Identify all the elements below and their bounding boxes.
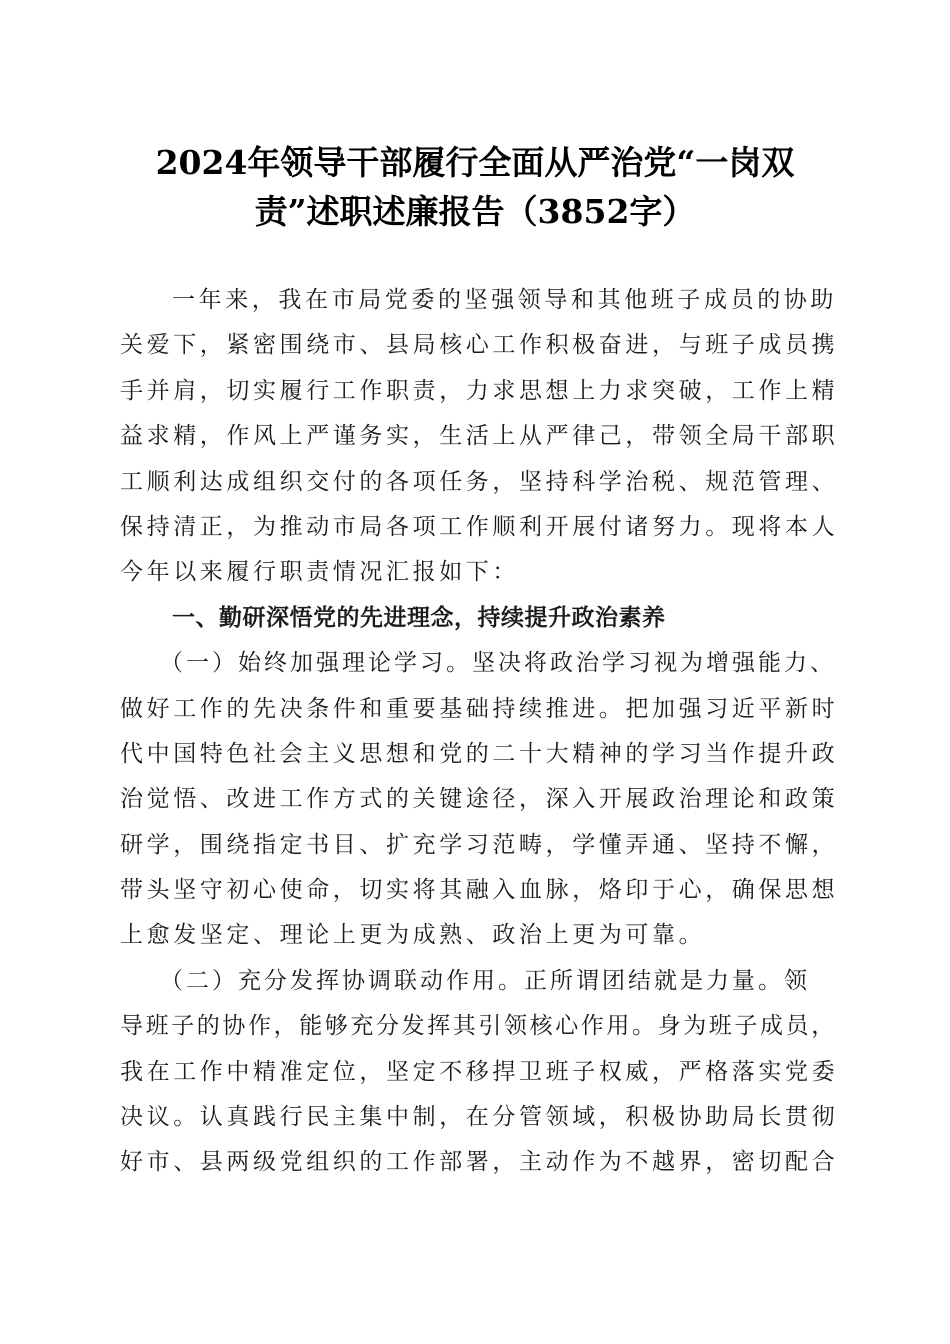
paragraph-line: 关爱下，紧密围绕市、县局核心工作积极奋进，与班子成员携 <box>120 332 839 359</box>
paragraph-line: 代中国特色社会主义思想和党的二十大精神的学习当作提升政 <box>120 740 839 767</box>
paragraph-line: 我在工作中精准定位，坚定不移捍卫班子权威，严格落实党委 <box>120 1058 839 1085</box>
title-line-2: 责”述职述廉报告（3852字） <box>254 192 696 231</box>
paragraph-line: 导班子的协作，能够充分发挥其引领核心作用。身为班子成员， <box>120 1013 837 1040</box>
title-line-1: 2024年领导干部履行全面从严治党“一岗双 <box>155 143 795 182</box>
paragraph-line: 工顺利达成组织交付的各项任务，坚持科学治税、规范管理、 <box>120 468 839 495</box>
document-body <box>120 278 840 1186</box>
paragraph-line: （二）充分发挥协调联动作用。正所谓团结就是力量。领 <box>160 967 810 994</box>
paragraph-line: 上愈发坚定、理论上更为成熟、政治上更为可靠。 <box>120 922 706 949</box>
paragraph-line: 带头坚守初心使命，切实将其融入血脉，烙印于心，确保思想 <box>120 877 839 904</box>
paragraph-line: 今年以来履行职责情况汇报如下： <box>120 559 519 586</box>
paragraph-line: 益求精，作风上严谨务实，生活上从严律己，带领全局干部职 <box>120 423 839 450</box>
paragraph-line: 治觉悟、改进工作方式的关键途径，深入开展政治理论和政策 <box>120 786 839 813</box>
paragraph-line: 好市、县两级党组织的工作部署，主动作为不越界，密切配合 <box>120 1149 839 1176</box>
paragraph-line: （一）始终加强理论学习。坚决将政治学习视为增强能力、 <box>160 650 836 677</box>
paragraph-line: 做好工作的先决条件和重要基础持续推进。把加强习近平新时 <box>120 695 839 722</box>
paragraph-line: 保持清正，为推动市局各项工作顺利开展付诸努力。现将本人 <box>120 513 839 540</box>
paragraph-line: 手并肩，切实履行工作职责，力求思想上力求突破，工作上精 <box>120 377 839 404</box>
section-heading: 一、勤研深悟党的先进理念，持续提升政治素养 <box>172 604 666 631</box>
paragraph-line: 研学，围绕指定书目、扩充学习范畴，学懂弄通、坚持不懈， <box>120 831 839 858</box>
document-title <box>100 138 850 236</box>
paragraph-line: 一年来，我在市局党委的坚强领导和其他班子成员的协助 <box>172 287 837 313</box>
paragraph-line: 决议。认真践行民主集中制，在分管领域，积极协助局长贯彻 <box>120 1104 839 1131</box>
